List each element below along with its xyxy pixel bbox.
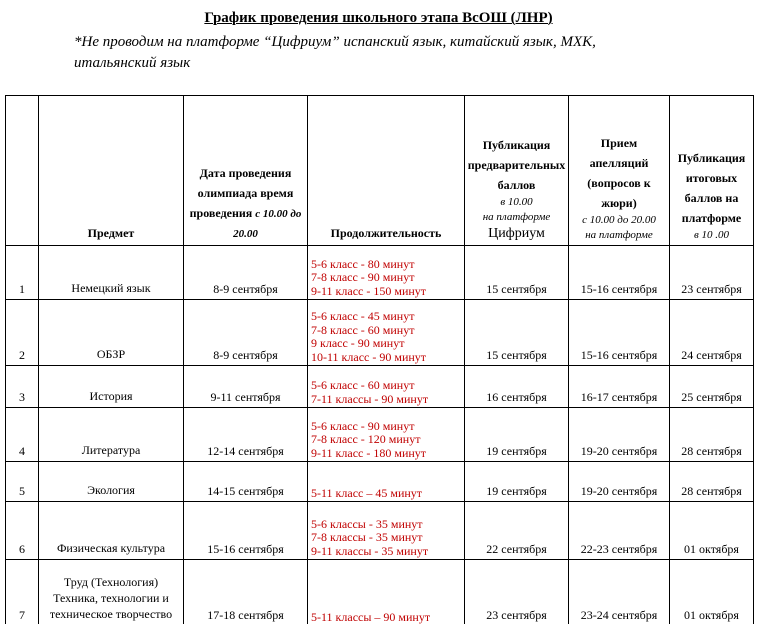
final-date-cell: 28 сентября xyxy=(670,408,754,462)
schedule-table xyxy=(5,95,754,624)
duration-cell xyxy=(308,560,465,624)
date-cell: 12-14 сентября xyxy=(184,408,308,462)
subject-cell: Труд (Технология) Техника, технологии и техническое творчество xyxy=(39,560,184,624)
row-number: 6 xyxy=(6,502,39,560)
final-date-cell: 24 сентября xyxy=(670,300,754,366)
platform-note: *Не проводим на платформе “Цифриум” испанский язык, китайский язык, МХК, итальянский язык xyxy=(74,34,596,71)
prelim-date-cell: 23 сентября xyxy=(465,560,569,624)
duration-cell xyxy=(308,462,465,502)
row-number: 3 xyxy=(6,366,39,408)
subject-cell: Немецкий язык xyxy=(39,246,184,300)
header-num xyxy=(6,96,39,246)
duration-line: 5-6 классы - 35 минут xyxy=(311,516,423,531)
duration-line: 7-8 класс - 90 минут xyxy=(311,270,415,284)
final-date-cell: 01 октября xyxy=(670,560,754,624)
duration-cell xyxy=(308,246,465,300)
duration-line: 9-11 классы - 35 минут xyxy=(311,543,429,558)
prelim-date-cell: 19 сентября xyxy=(465,408,569,462)
row-number: 7 xyxy=(6,560,39,624)
final-date-cell: 25 сентября xyxy=(670,366,754,408)
table-row xyxy=(6,408,754,462)
appeal-date-cell: 19-20 сентября xyxy=(569,408,670,462)
duration-line: 10-11 класс - 90 минут xyxy=(311,349,427,364)
header-subject: Предмет xyxy=(39,96,184,246)
subject-cell: ОБЗР xyxy=(39,300,184,366)
final-date-cell: 01 октября xyxy=(670,502,754,560)
duration-line: 9-11 класс - 180 минут xyxy=(311,445,427,460)
subject-cell: Литература xyxy=(39,408,184,462)
document-title: График проведения школьного этапа ВсОШ (ЛНР) xyxy=(204,10,553,26)
date-cell: 8-9 сентября xyxy=(184,246,308,300)
row-number: 2 xyxy=(6,300,39,366)
appeal-date-cell: 22-23 сентября xyxy=(569,502,670,560)
final-date-cell: 23 сентября xyxy=(670,246,754,300)
prelim-date-cell: 19 сентября xyxy=(465,462,569,502)
table-row xyxy=(6,300,754,366)
prelim-date-cell: 16 сентября xyxy=(465,366,569,408)
subject-cell: История xyxy=(39,366,184,408)
row-number: 5 xyxy=(6,462,39,502)
duration-line: 7-8 класс - 60 минут xyxy=(311,322,415,337)
header-prelim: Публикация предварительных баллов в 10.00 на платформе Цифриум xyxy=(465,96,569,246)
duration-cell xyxy=(308,300,465,366)
duration-line: 5-6 класс - 45 минут xyxy=(311,309,415,323)
appeal-date-cell: 23-24 сентября xyxy=(569,560,670,624)
table-row xyxy=(6,560,754,624)
row-number: 1 xyxy=(6,246,39,300)
duration-line: 7-8 классы - 35 минут xyxy=(311,530,423,544)
duration-line: 5-6 класс - 90 минут xyxy=(311,418,415,433)
appeal-date-cell: 15-16 сентября xyxy=(569,246,670,300)
row-number: 4 xyxy=(6,408,39,462)
date-cell: 9-11 сентября xyxy=(184,366,308,408)
appeal-date-cell: 15-16 сентября xyxy=(569,300,670,366)
table-row xyxy=(6,502,754,560)
duration-line: 7-8 класс - 120 минут xyxy=(311,432,421,446)
duration-cell xyxy=(308,502,465,560)
final-date-cell: 28 сентября xyxy=(670,462,754,502)
date-cell: 14-15 сентября xyxy=(184,462,308,502)
subject-cell: Экология xyxy=(39,462,184,502)
prelim-date-cell: 15 сентября xyxy=(465,300,569,366)
appeal-date-cell: 16-17 сентября xyxy=(569,366,670,408)
prelim-date-cell: 22 сентября xyxy=(465,502,569,560)
duration-line: 7-11 классы - 90 минут xyxy=(311,391,429,406)
prelim-date-cell: 15 сентября xyxy=(465,246,569,300)
duration-cell xyxy=(308,366,465,408)
header-row xyxy=(6,96,754,246)
duration-line: 5-11 классы – 90 минут xyxy=(311,609,431,624)
duration-cell xyxy=(308,408,465,462)
appeal-date-cell: 19-20 сентября xyxy=(569,462,670,502)
duration-line: 9-11 класс - 150 минут xyxy=(311,283,427,298)
header-duration: Продолжительность xyxy=(308,96,465,246)
duration-line: 5-6 класс - 60 минут xyxy=(311,378,415,392)
header-date: Дата проведения олимпиада время проведения с 10.00 до 20.00 xyxy=(184,96,308,246)
table-row xyxy=(6,246,754,300)
table-row xyxy=(6,462,754,502)
date-cell: 8-9 сентября xyxy=(184,300,308,366)
duration-line: 5-11 класс – 45 минут xyxy=(311,485,423,500)
duration-line: 5-6 класс - 80 минут xyxy=(311,256,415,271)
header-appeal: Прием апелляций (вопросов к жюри) с 10.00 до 20.00 на платформе xyxy=(569,96,670,246)
subject-cell: Физическая культура xyxy=(39,502,184,560)
date-cell: 17-18 сентября xyxy=(184,560,308,624)
date-cell: 15-16 сентября xyxy=(184,502,308,560)
duration-line: 9 класс - 90 минут xyxy=(311,336,405,350)
table-row xyxy=(6,366,754,408)
header-final: Публикация итоговых баллов на платформе в 10 .00 xyxy=(670,96,754,246)
